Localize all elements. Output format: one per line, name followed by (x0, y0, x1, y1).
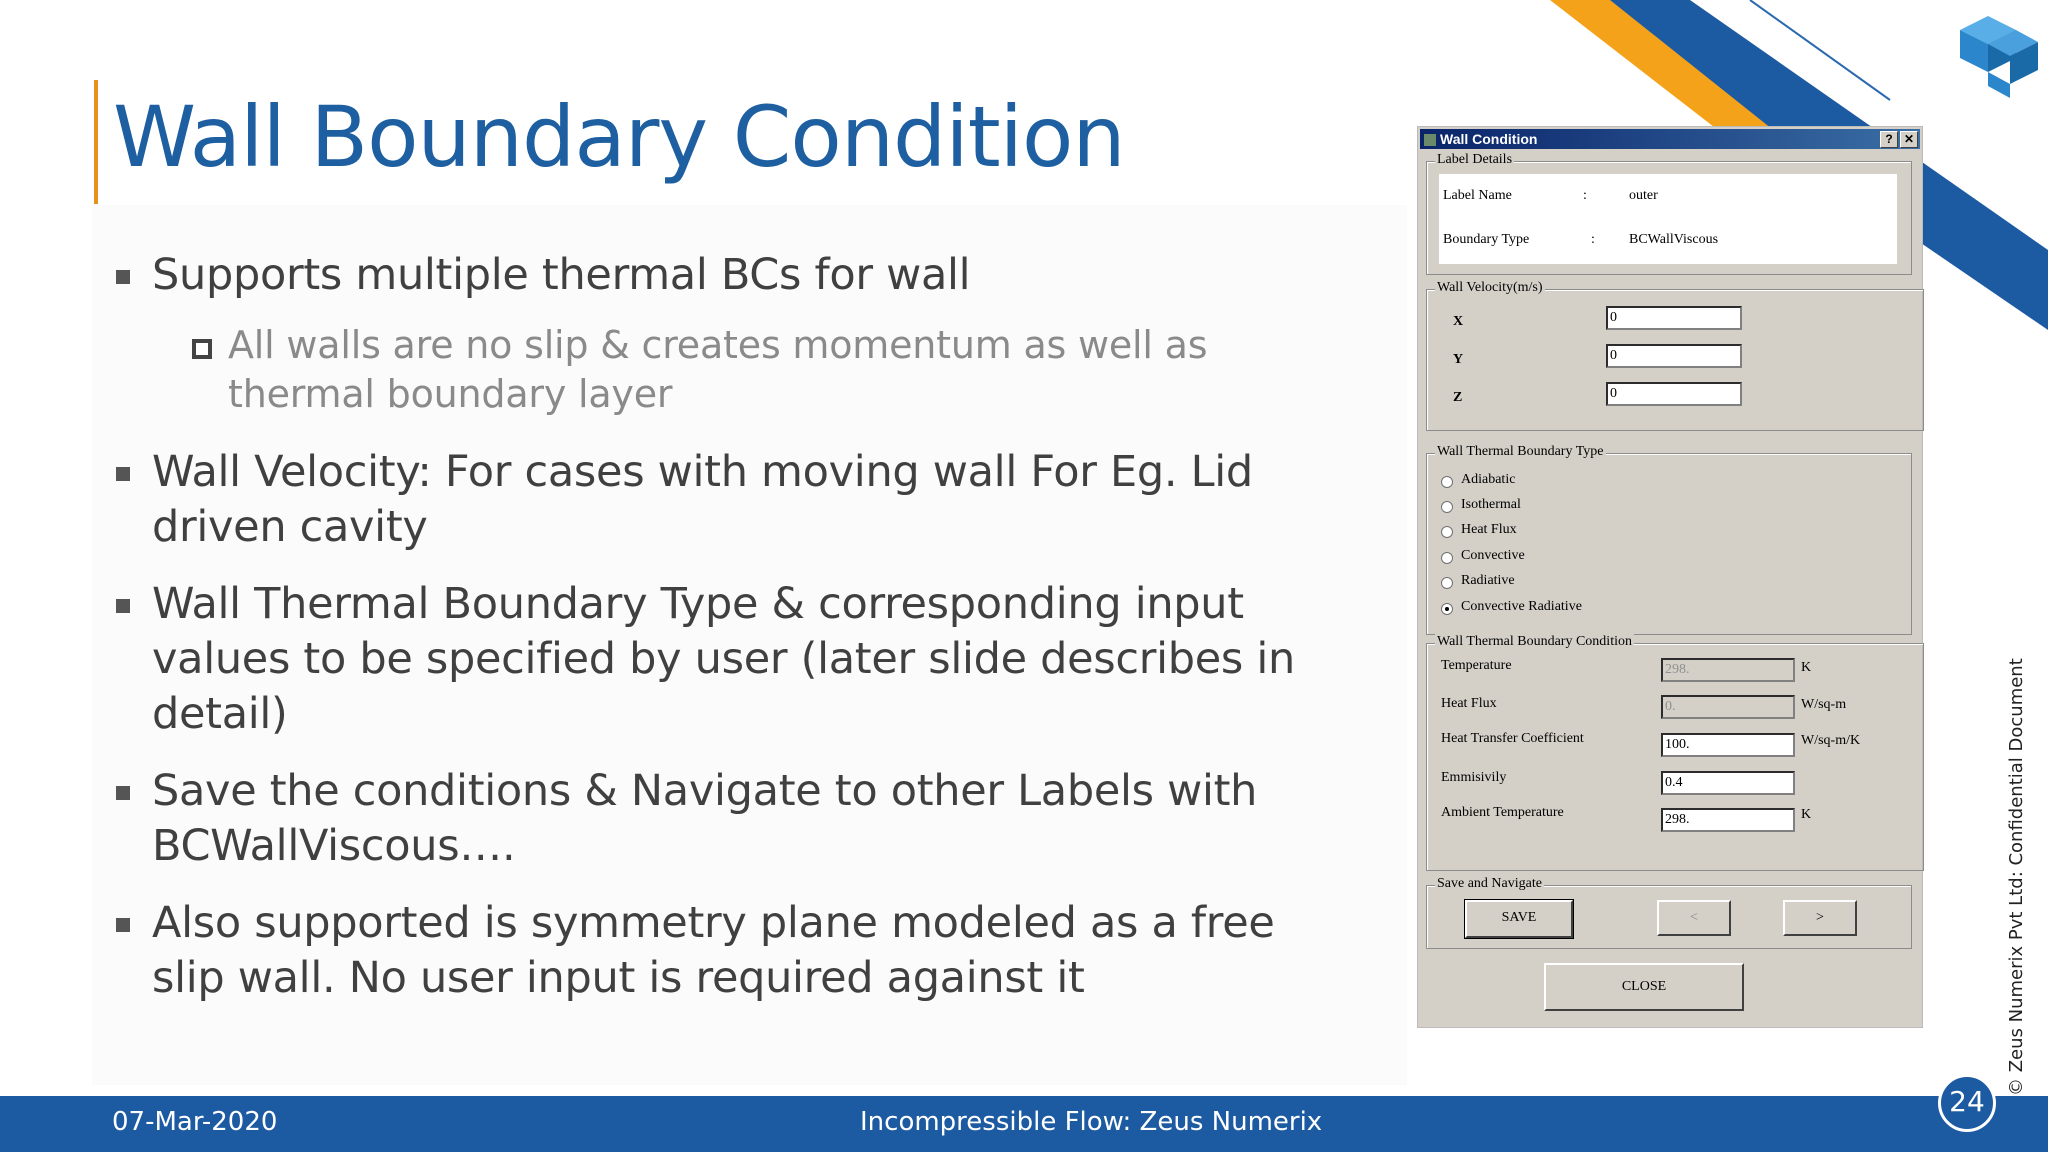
heat-flux-caption: Heat Flux (1441, 696, 1497, 711)
page-number-badge: 24 (1938, 1074, 1996, 1132)
bullet-list (112, 248, 1352, 1028)
adiabatic-label[interactable]: Adiabatic (1461, 472, 1516, 487)
bullet-square-icon (116, 270, 130, 284)
radio-adiabatic[interactable] (1441, 476, 1453, 488)
convective-label[interactable]: Convective (1461, 548, 1525, 563)
radio-radiative[interactable] (1441, 577, 1453, 589)
boundary-type-caption: Boundary Type (1443, 232, 1530, 247)
temperature-label: Temperature (1441, 658, 1512, 673)
velocity-y-label: Y (1453, 352, 1464, 367)
ambient-temp-label: Ambient Temperature (1441, 805, 1564, 820)
thermal-type-legend: Wall Thermal Boundary Type (1437, 444, 1604, 459)
htc-input[interactable]: 100. (1661, 733, 1795, 757)
temperature-input[interactable]: 298. (1661, 658, 1795, 682)
wall-velocity-group (1426, 280, 1924, 431)
save-navigate-legend: Save and Navigate (1437, 876, 1542, 891)
title-accent-bar (94, 80, 98, 204)
ambient-temp-unit: K (1801, 807, 1812, 822)
bullet-item: Supports multiple thermal BCs for wall (112, 248, 1352, 303)
footer-bar (0, 1096, 2048, 1152)
heat-flux-input[interactable]: 0. (1661, 695, 1795, 719)
sub-bullet-item: All walls are no slip & creates momentum as well as thermal boundary layer (112, 321, 1352, 419)
heat-flux-label[interactable]: Heat Flux (1461, 522, 1517, 537)
app-icon (1424, 134, 1436, 146)
ambient-temp-input[interactable]: 298. (1661, 808, 1795, 832)
thermal-condition-group (1426, 634, 1924, 871)
wall-condition-dialog (1417, 126, 1923, 1028)
boundary-type-value: BCWallViscous (1629, 232, 1719, 247)
radio-convective-radiative[interactable] (1441, 603, 1453, 615)
convective-radiative-label[interactable]: Convective Radiative (1461, 599, 1582, 614)
label-name-colon: : (1583, 188, 1587, 203)
velocity-y-input[interactable]: 0 (1606, 344, 1742, 368)
bullet-square-icon (116, 599, 130, 613)
boundary-type-colon: : (1591, 232, 1595, 247)
radiative-label[interactable]: Radiative (1461, 573, 1515, 588)
label-details-panel (1439, 174, 1897, 264)
slide-title: Wall Boundary Condition (113, 88, 1125, 186)
label-name-caption: Label Name (1443, 188, 1512, 203)
velocity-z-label: Z (1453, 390, 1463, 405)
bullet-square-icon (116, 918, 130, 932)
bullet-item: Wall Thermal Boundary Type & corresponding input values to be specified by user (later slide describes in detail) (112, 577, 1352, 742)
bullet-item: Save the conditions & Navigate to other Labels with BCWallViscous…. (112, 764, 1352, 874)
velocity-x-input[interactable]: 0 (1606, 306, 1742, 330)
velocity-x-label: X (1453, 314, 1464, 329)
emissivity-label: Emmisivily (1441, 770, 1507, 785)
close-icon[interactable]: ✕ (1900, 131, 1918, 148)
radio-convective[interactable] (1441, 552, 1453, 564)
htc-label: Heat Transfer Coefficient (1441, 731, 1584, 746)
label-name-value: outer (1629, 188, 1658, 203)
heat-flux-unit: W/sq-m (1801, 697, 1847, 712)
save-button[interactable]: SAVE (1465, 900, 1573, 938)
confidential-note: © Zeus Numerix Pvt Ltd: Confidential Document (2006, 658, 2027, 1096)
previous-label-button[interactable]: < (1657, 900, 1731, 936)
bullet-item: Wall Velocity: For cases with moving wall For Eg. Lid driven cavity (112, 445, 1352, 555)
bullet-square-icon (116, 786, 130, 800)
close-button[interactable]: CLOSE (1544, 963, 1744, 1011)
help-button[interactable]: ? (1880, 131, 1898, 148)
footer-title: Incompressible Flow: Zeus Numerix (860, 1107, 1323, 1137)
thermal-condition-legend: Wall Thermal Boundary Condition (1437, 634, 1632, 649)
next-label-button[interactable]: > (1783, 900, 1857, 936)
save-navigate-group (1426, 876, 1912, 949)
radio-isothermal[interactable] (1441, 501, 1453, 513)
dialog-title-bar[interactable]: Wall Condition ? ✕ (1420, 129, 1920, 149)
bullet-square-icon (116, 467, 130, 481)
htc-unit: W/sq-m/K (1801, 733, 1861, 748)
thermal-type-group (1426, 444, 1912, 635)
wall-velocity-legend: Wall Velocity(m/s) (1437, 280, 1543, 295)
temperature-unit: K (1801, 660, 1812, 675)
footer-date: 07-Mar-2020 (112, 1107, 278, 1137)
label-details-group (1426, 152, 1912, 275)
isothermal-label[interactable]: Isothermal (1461, 497, 1521, 512)
label-details-legend: Label Details (1437, 152, 1513, 167)
velocity-z-input[interactable]: 0 (1606, 382, 1742, 406)
radio-heat-flux[interactable] (1441, 526, 1453, 538)
emissivity-input[interactable]: 0.4 (1661, 771, 1795, 795)
logo-cube-icon (1960, 16, 2038, 98)
sub-bullet-square-icon (192, 339, 212, 359)
bullet-item: Also supported is symmetry plane modeled as a free slip wall. No user input is required against it (112, 896, 1352, 1006)
